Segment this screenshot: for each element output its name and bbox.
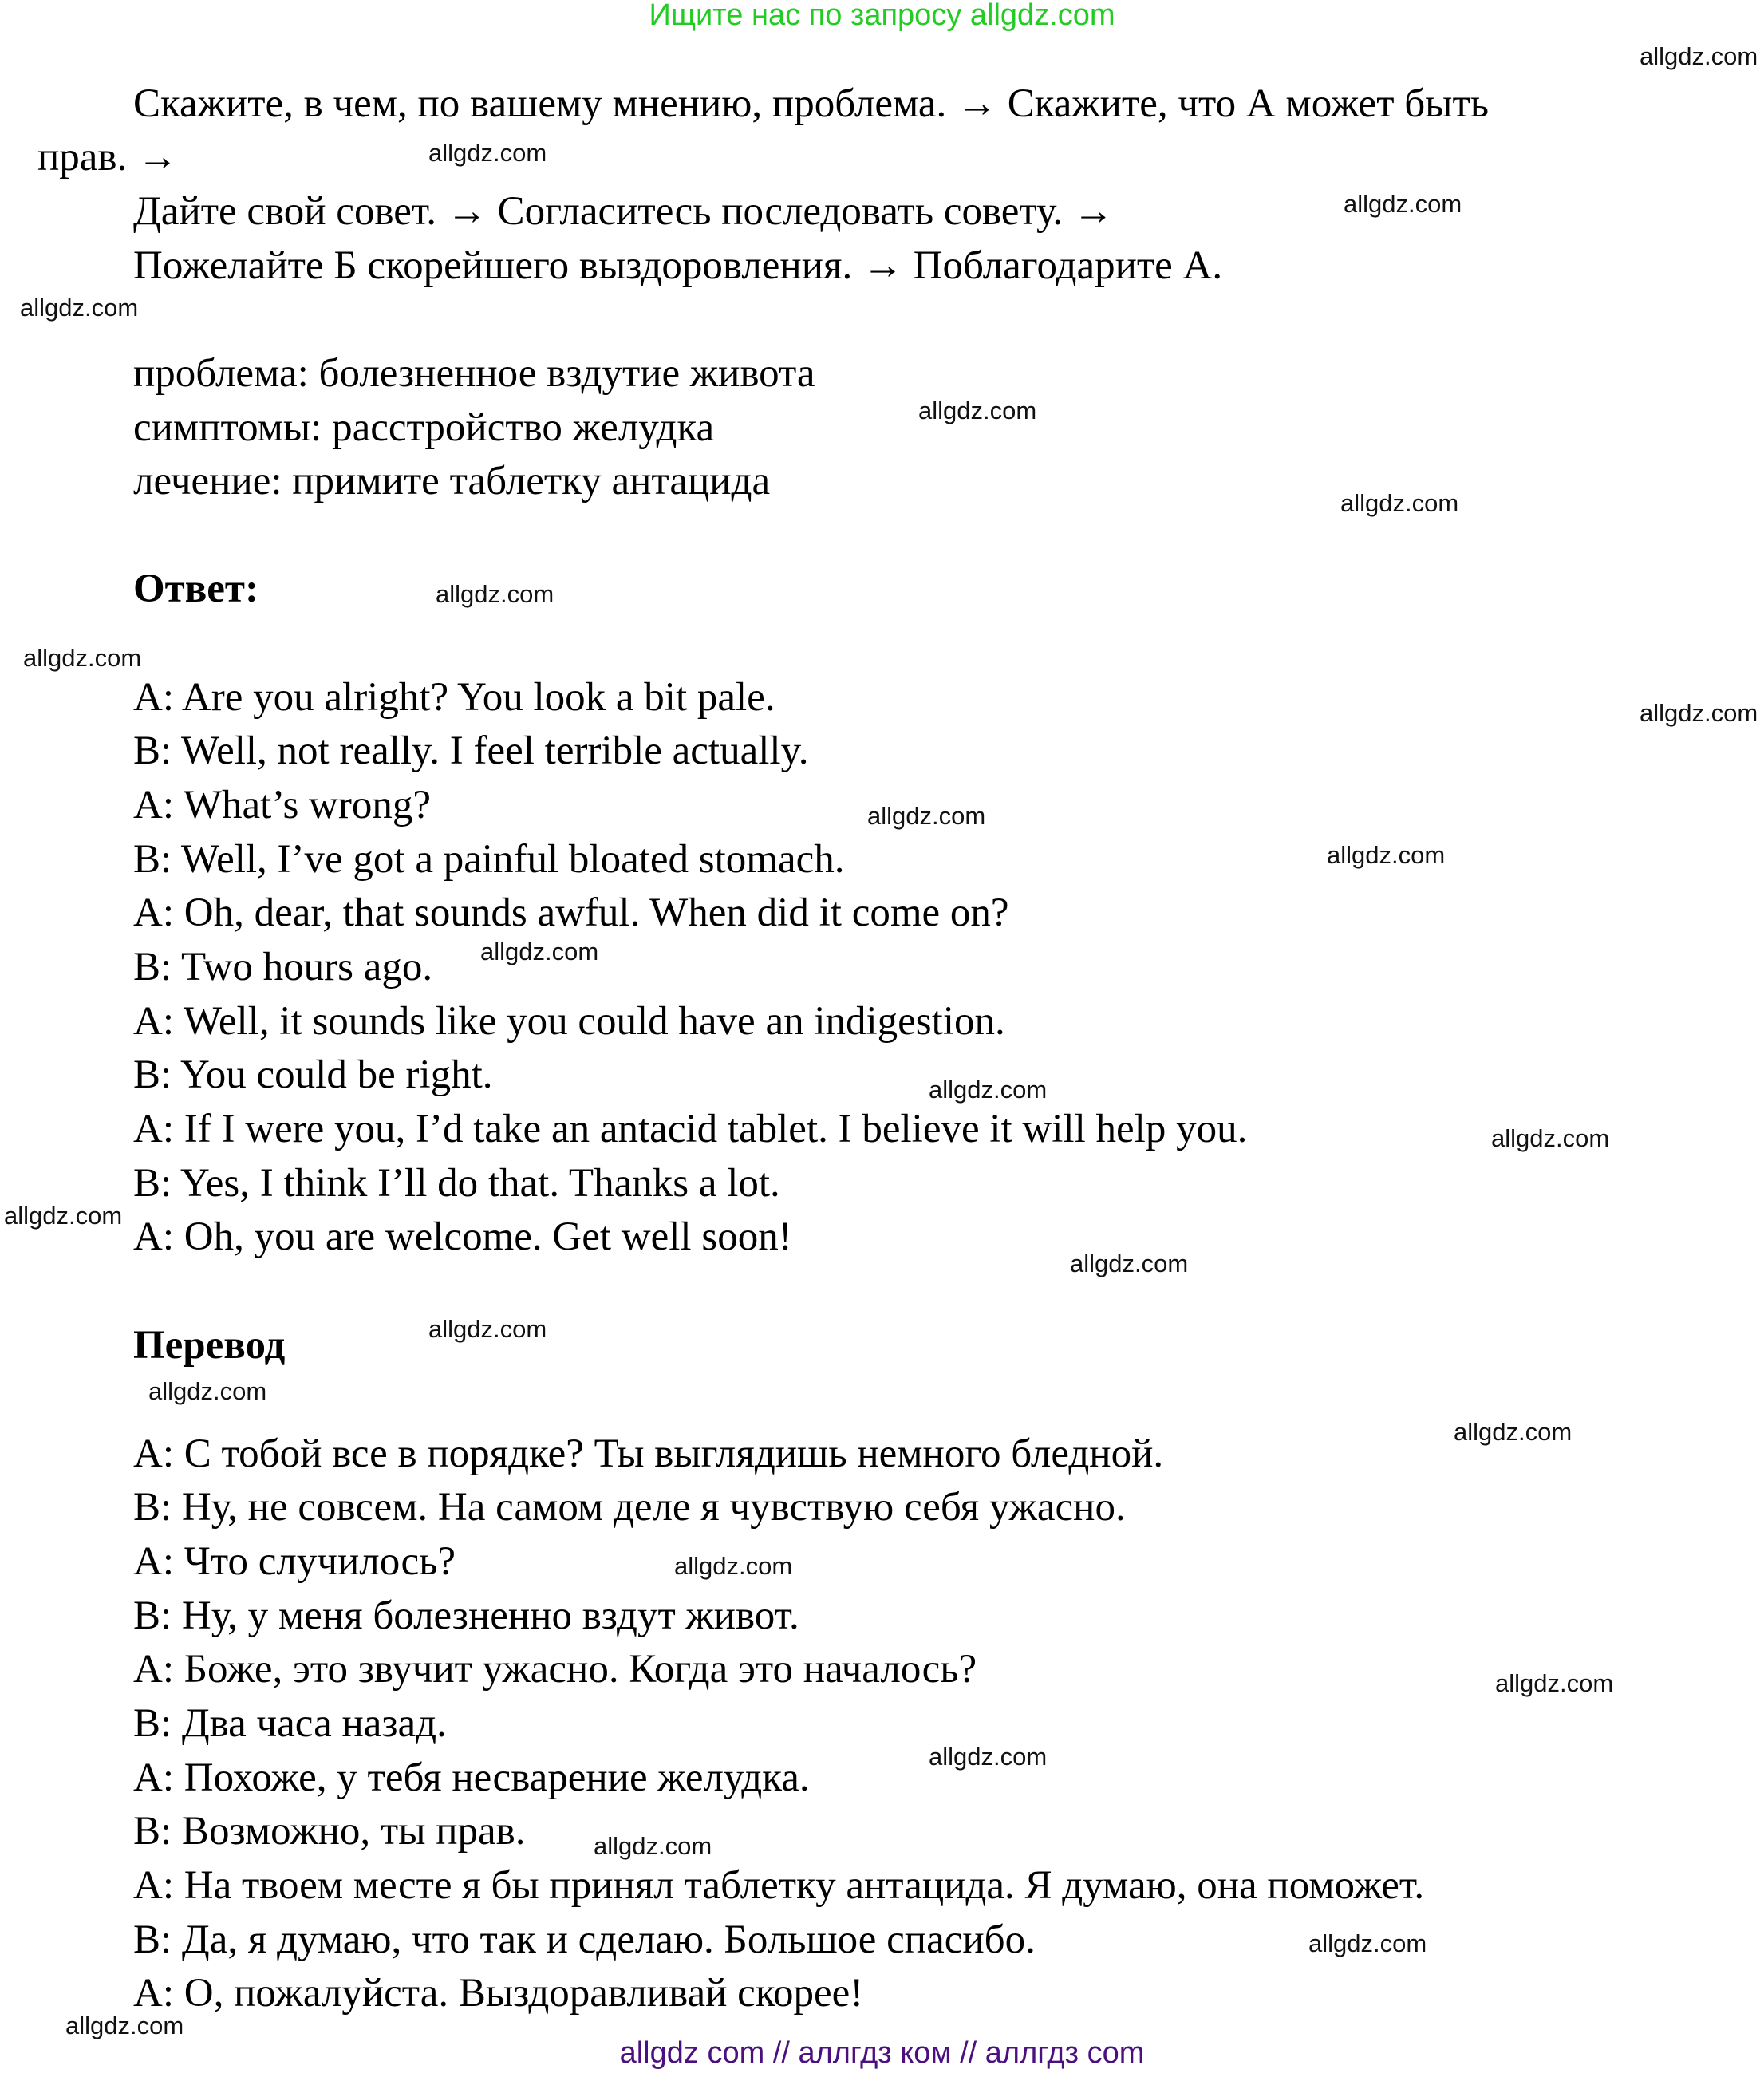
instruction-line-3: Дайте свой совет. → Согласитесь последовать совету. → [133, 189, 1114, 234]
translation-line: A: С тобой все в порядке? Ты выглядишь немного бледной. [133, 1431, 1164, 1476]
watermark: allgdz.com [1640, 699, 1758, 727]
watermark: allgdz.com [480, 938, 599, 965]
dialogue-line: B: Well, not really. I feel terrible actually. [133, 729, 809, 773]
watermark: allgdz.com [929, 1743, 1048, 1771]
watermark: allgdz.com [1491, 1124, 1610, 1152]
watermark: allgdz.com [918, 397, 1037, 424]
dialogue-line: B: You could be right. [133, 1052, 493, 1097]
watermark: allgdz.com [20, 294, 139, 322]
translation-line: B: Возможно, ты прав. [133, 1809, 526, 1854]
translation-line: A: Боже, это звучит ужасно. Когда это началось? [133, 1647, 977, 1692]
watermark: allgdz.com [929, 1076, 1048, 1104]
answer-heading: Ответ: [133, 567, 258, 611]
dialogue-line: B: Yes, I think I’ll do that. Thanks a lot. [133, 1161, 780, 1206]
dialogue-line: A: Oh, dear, that sounds awful. When did it come on? [133, 890, 1009, 935]
dialogue-line: A: Are you alright? You look a bit pale. [133, 675, 775, 720]
dialogue-line: A: What’s wrong? [133, 783, 431, 827]
watermark: allgdz.com [428, 1315, 547, 1343]
translation-line: B: Ну, не совсем. На самом деле я чувствую себя ужасно. [133, 1485, 1126, 1530]
translation-line: B: Два часа назад. [133, 1701, 447, 1746]
search-banner: Ищите нас по запросу allgdz.com [649, 0, 1115, 32]
instruction-line-4: Пожелайте Б скорейшего выздоровления. → Поблагодарите А. [133, 243, 1223, 288]
watermark: allgdz.com [867, 802, 986, 830]
watermark: allgdz.com [1344, 190, 1462, 218]
watermark: allgdz.com [674, 1552, 793, 1580]
translation-line: A: О, пожалуйста. Выздоравливай скорее! [133, 1971, 864, 2016]
dialogue-line: A: If I were you, I’d take an antacid tablet. I believe it will help you. [133, 1107, 1248, 1151]
watermark: allgdz.com [1070, 1250, 1189, 1277]
dialogue-line: A: Oh, you are welcome. Get well soon! [133, 1214, 792, 1259]
watermark: allgdz.com [1340, 489, 1459, 517]
translation-line: A: Что случилось? [133, 1539, 456, 1584]
dialogue-line: B: Two hours ago. [133, 945, 433, 989]
footer-links: allgdz com // аллгдз ком // аллгдз com [619, 2036, 1145, 2070]
instruction-line-1: Скажите, в чем, по вашему мнению, проблема. → Скажите, что А может быть [133, 81, 1489, 126]
watermark: allgdz.com [436, 580, 554, 608]
watermark: allgdz.com [1327, 841, 1446, 869]
watermark: allgdz.com [65, 2012, 184, 2039]
translation-heading: Перевод [133, 1323, 286, 1368]
translation-line: B: Да, я думаю, что так и сделаю. Большое спасибо. [133, 1917, 1036, 1962]
watermark: allgdz.com [428, 139, 547, 167]
watermark: allgdz.com [148, 1377, 267, 1405]
translation-line: B: Ну, у меня болезненно вздут живот. [133, 1593, 799, 1638]
dialogue-line: B: Well, I’ve got a painful bloated stomach. [133, 837, 845, 882]
detail-problem: проблема: болезненное вздутие живота [133, 351, 815, 396]
translation-line: A: На твоем месте я бы принял таблетку антацида. Я думаю, она поможет. [133, 1863, 1425, 1908]
watermark: allgdz.com [23, 644, 142, 672]
watermark: allgdz.com [594, 1832, 712, 1860]
dialogue-line: A: Well, it sounds like you could have an indigestion. [133, 999, 1005, 1044]
instruction-line-2: прав. → [37, 135, 179, 180]
translation-line: A: Похоже, у тебя несварение желудка. [133, 1755, 810, 1800]
watermark: allgdz.com [1308, 1929, 1427, 1957]
watermark: allgdz.com [4, 1202, 123, 1230]
detail-symptoms: симптомы: расстройство желудка [133, 405, 715, 450]
watermark: allgdz.com [1640, 42, 1758, 70]
watermark: allgdz.com [1495, 1669, 1614, 1697]
watermark: allgdz.com [1454, 1418, 1573, 1446]
detail-treatment: лечение: примите таблетку антацида [133, 459, 771, 503]
